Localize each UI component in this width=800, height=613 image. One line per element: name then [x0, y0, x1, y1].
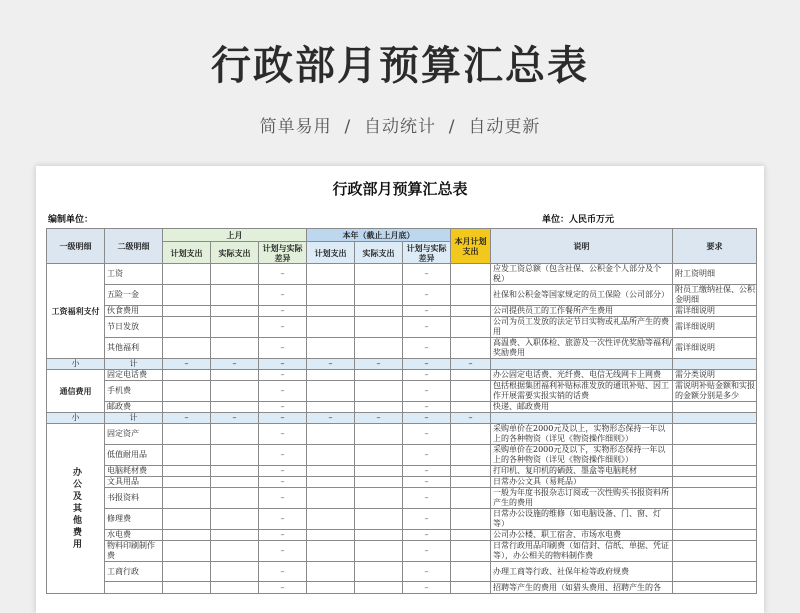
- category-cell: 通信费用: [47, 370, 105, 413]
- value-cell: [163, 264, 211, 285]
- value-cell: [307, 541, 355, 562]
- value-cell: [451, 477, 491, 488]
- description-cell: 应发工资总额（包含社保、公积金个人部分及个税）: [491, 264, 673, 285]
- value-cell: [451, 424, 491, 445]
- value-cell: –: [403, 466, 451, 477]
- value-cell: [307, 306, 355, 317]
- description-cell: 日常办公设施的维修（如电脑设备、门、窗、灯等）: [491, 509, 673, 530]
- item-cell: 邮政费: [105, 402, 163, 413]
- value-cell: –: [259, 402, 307, 413]
- item-cell: 固定资产: [105, 424, 163, 445]
- table-row: [47, 381, 757, 402]
- value-cell: [163, 402, 211, 413]
- value-cell: [355, 317, 403, 338]
- value-cell: [355, 285, 403, 306]
- description-cell: 快递、邮政费用: [491, 402, 673, 413]
- value-cell: [355, 541, 403, 562]
- header-actual: 实际支出: [211, 242, 259, 264]
- value-cell: [451, 381, 491, 402]
- description-cell: 日常办公文具（易耗品）: [491, 477, 673, 488]
- table-row: [47, 582, 757, 594]
- subtotal-row: [47, 413, 757, 424]
- value-cell: [211, 477, 259, 488]
- value-cell: –: [259, 285, 307, 306]
- requirement-cell: [673, 402, 757, 413]
- requirement-cell: [673, 424, 757, 445]
- subtotal-label: 计: [105, 359, 163, 370]
- value-cell: [163, 306, 211, 317]
- subtotal-requirement: [673, 359, 757, 370]
- value-cell: [307, 562, 355, 582]
- table-row: [47, 445, 757, 466]
- value-cell: –: [259, 541, 307, 562]
- value-cell: [355, 338, 403, 359]
- item-cell: 节日发放: [105, 317, 163, 338]
- subtotal-value: –: [451, 359, 491, 370]
- value-cell: [307, 445, 355, 466]
- value-cell: [211, 530, 259, 541]
- value-cell: [307, 466, 355, 477]
- value-cell: –: [403, 285, 451, 306]
- subtotal-value: –: [163, 413, 211, 424]
- requirement-cell: 附员工缴纳社保、公积金明细: [673, 285, 757, 306]
- header-actual: 实际支出: [355, 242, 403, 264]
- value-cell: –: [403, 370, 451, 381]
- value-cell: –: [403, 424, 451, 445]
- subtotal-value: –: [307, 359, 355, 370]
- value-cell: [163, 445, 211, 466]
- value-cell: [163, 370, 211, 381]
- description-cell: 公司提供员工的工作餐所产生费用: [491, 306, 673, 317]
- value-cell: –: [403, 541, 451, 562]
- table-row: [47, 264, 757, 285]
- requirement-cell: 附工资明细: [673, 264, 757, 285]
- header-month-plan: 本月计划支出: [451, 229, 491, 264]
- value-cell: [355, 477, 403, 488]
- description-cell: 一般为年度书报杂志订阅或一次性购买书报资料所产生的费用: [491, 488, 673, 509]
- value-cell: [163, 530, 211, 541]
- header-this-year: 本年（截止上月底）: [307, 229, 451, 242]
- value-cell: [451, 466, 491, 477]
- subtotal-value: –: [355, 359, 403, 370]
- value-cell: –: [259, 477, 307, 488]
- spreadsheet-preview: [36, 166, 764, 613]
- value-cell: [307, 264, 355, 285]
- currency-label: 单位：人民币万元: [542, 215, 615, 225]
- table-row: [47, 402, 757, 413]
- value-cell: [451, 445, 491, 466]
- value-cell: –: [259, 582, 307, 594]
- header-description: 说明: [491, 229, 673, 264]
- value-cell: –: [259, 530, 307, 541]
- hero-subtitle: 简单易用 / 自动统计 / 自动更新: [259, 117, 541, 137]
- value-cell: –: [403, 509, 451, 530]
- requirement-cell: [673, 466, 757, 477]
- value-cell: [451, 370, 491, 381]
- requirement-cell: [673, 445, 757, 466]
- value-cell: [451, 402, 491, 413]
- value-cell: [211, 488, 259, 509]
- subtotal-value: –: [259, 359, 307, 370]
- value-cell: [355, 488, 403, 509]
- value-cell: [211, 402, 259, 413]
- value-cell: [355, 582, 403, 594]
- value-cell: –: [403, 264, 451, 285]
- subtotal-value: –: [211, 359, 259, 370]
- value-cell: [355, 562, 403, 582]
- value-cell: –: [403, 338, 451, 359]
- header-diff: 计划与实际差异: [259, 242, 307, 264]
- subtotal-row: [47, 359, 757, 370]
- description-cell: 公司为员工发放的法定节日实物或礼品所产生的费用: [491, 317, 673, 338]
- item-cell: 修理费: [105, 509, 163, 530]
- subtotal-value: –: [163, 359, 211, 370]
- value-cell: –: [403, 477, 451, 488]
- table-row: [47, 370, 757, 381]
- value-cell: [355, 264, 403, 285]
- value-cell: [211, 541, 259, 562]
- subtotal-value: –: [403, 413, 451, 424]
- requirement-cell: 需详细说明: [673, 338, 757, 359]
- header-plan: 计划支出: [163, 242, 211, 264]
- description-cell: 招聘等产生的费用（如猎头费用、招聘产生的各: [491, 582, 673, 594]
- value-cell: [163, 381, 211, 402]
- table-row: [47, 466, 757, 477]
- value-cell: [211, 562, 259, 582]
- item-cell: 电脑耗材费: [105, 466, 163, 477]
- value-cell: –: [259, 264, 307, 285]
- table-row: [47, 477, 757, 488]
- value-cell: [163, 541, 211, 562]
- value-cell: [307, 317, 355, 338]
- subtotal-description: [491, 413, 673, 424]
- value-cell: –: [259, 466, 307, 477]
- value-cell: [211, 306, 259, 317]
- hero-title: 行政部月预算汇总表: [211, 43, 589, 89]
- value-cell: [307, 424, 355, 445]
- description-cell: 办公固定电话费、光纤费、电信无线网卡上网费: [491, 370, 673, 381]
- header-level1: 一级明细: [47, 229, 105, 264]
- table-row: [47, 509, 757, 530]
- value-cell: [163, 424, 211, 445]
- value-cell: [307, 509, 355, 530]
- subtotal-label: 小: [47, 413, 105, 424]
- value-cell: –: [403, 562, 451, 582]
- description-cell: 包括根据集团福利补贴标准发放的通讯补贴、因工作开展需要实报实销的话费: [491, 381, 673, 402]
- category-cell: 工资福利支付: [47, 264, 105, 359]
- table-row: [47, 424, 757, 445]
- requirement-cell: 需详细说明: [673, 317, 757, 338]
- requirement-cell: 需说明补贴金额和实报的金额分别是多少: [673, 381, 757, 402]
- value-cell: [307, 402, 355, 413]
- value-cell: [451, 285, 491, 306]
- table-row: [47, 306, 757, 317]
- value-cell: [355, 445, 403, 466]
- value-cell: [451, 306, 491, 317]
- value-cell: [451, 317, 491, 338]
- item-cell: 手机费: [105, 381, 163, 402]
- value-cell: [307, 477, 355, 488]
- value-cell: [307, 582, 355, 594]
- subtotal-label: 计: [105, 413, 163, 424]
- value-cell: –: [403, 306, 451, 317]
- value-cell: [355, 381, 403, 402]
- value-cell: [211, 381, 259, 402]
- value-cell: [355, 509, 403, 530]
- description-cell: 公司办公楼、职工宿舍、市场水电费: [491, 530, 673, 541]
- budget-table: [46, 228, 757, 594]
- value-cell: [355, 424, 403, 445]
- document-title: 行政部月预算汇总表: [332, 180, 468, 198]
- description-cell: 日常行政用品印刷费（如信封、信纸、单据、凭证等），办公相关的物料制作费: [491, 541, 673, 562]
- subtotal-description: [491, 359, 673, 370]
- subtotal-requirement: [673, 413, 757, 424]
- value-cell: [163, 338, 211, 359]
- value-cell: [211, 264, 259, 285]
- value-cell: [211, 424, 259, 445]
- value-cell: [451, 562, 491, 582]
- value-cell: [307, 381, 355, 402]
- value-cell: [355, 370, 403, 381]
- subtotal-value: –: [451, 413, 491, 424]
- requirement-cell: [673, 530, 757, 541]
- value-cell: [355, 306, 403, 317]
- value-cell: –: [403, 530, 451, 541]
- value-cell: [163, 317, 211, 338]
- header-level2: 二级明细: [105, 229, 163, 264]
- value-cell: [211, 370, 259, 381]
- value-cell: [451, 338, 491, 359]
- item-cell: 伙食费用: [105, 306, 163, 317]
- description-cell: 打印机、复印机的硒鼓、墨盒等电脑耗材: [491, 466, 673, 477]
- table-row: [47, 317, 757, 338]
- value-cell: –: [403, 402, 451, 413]
- value-cell: –: [259, 306, 307, 317]
- value-cell: [211, 338, 259, 359]
- value-cell: [163, 285, 211, 306]
- category-cell: 办公及其他费用: [47, 424, 105, 594]
- value-cell: –: [403, 445, 451, 466]
- table-row: [47, 285, 757, 306]
- value-cell: [211, 466, 259, 477]
- subtotal-value: –: [259, 413, 307, 424]
- item-cell: 固定电话费: [105, 370, 163, 381]
- description-cell: 高温费、入职体检、旅游及一次性评优奖励等福利/奖励费用: [491, 338, 673, 359]
- subtotal-value: –: [307, 413, 355, 424]
- value-cell: –: [259, 317, 307, 338]
- requirement-cell: [673, 541, 757, 562]
- item-cell: 低值耐用品: [105, 445, 163, 466]
- item-cell: 工商行政: [105, 562, 163, 582]
- item-cell: 水电费: [105, 530, 163, 541]
- value-cell: [211, 317, 259, 338]
- value-cell: [163, 488, 211, 509]
- unit-label: 编制单位：: [48, 215, 94, 225]
- requirement-cell: [673, 509, 757, 530]
- item-cell: [105, 582, 163, 594]
- value-cell: [355, 530, 403, 541]
- value-cell: –: [403, 488, 451, 509]
- value-cell: [163, 477, 211, 488]
- item-cell: 工资: [105, 264, 163, 285]
- value-cell: –: [403, 317, 451, 338]
- value-cell: [211, 445, 259, 466]
- description-cell: 采购单价在2000元及以上，实物形态保持一年以上的各种物资（详见《物资操作细则》）: [491, 424, 673, 445]
- table-row: [47, 541, 757, 562]
- subtotal-value: –: [211, 413, 259, 424]
- table-row: [47, 338, 757, 359]
- value-cell: [307, 530, 355, 541]
- value-cell: –: [403, 381, 451, 402]
- value-cell: –: [259, 509, 307, 530]
- value-cell: –: [259, 445, 307, 466]
- value-cell: [355, 402, 403, 413]
- value-cell: [163, 562, 211, 582]
- requirement-cell: [673, 477, 757, 488]
- requirement-cell: [673, 562, 757, 582]
- requirement-cell: 需分类说明: [673, 370, 757, 381]
- value-cell: [211, 582, 259, 594]
- value-cell: –: [259, 370, 307, 381]
- value-cell: [163, 582, 211, 594]
- value-cell: [211, 509, 259, 530]
- value-cell: [307, 370, 355, 381]
- value-cell: –: [259, 381, 307, 402]
- value-cell: –: [259, 562, 307, 582]
- subtotal-value: –: [355, 413, 403, 424]
- header-diff: 计划与实际差异: [403, 242, 451, 264]
- item-cell: 五险一金: [105, 285, 163, 306]
- table-row: [47, 488, 757, 509]
- value-cell: [163, 509, 211, 530]
- description-cell: 办理工商等行政、社保年检等政府规费: [491, 562, 673, 582]
- header-plan: 计划支出: [307, 242, 355, 264]
- value-cell: [307, 338, 355, 359]
- value-cell: [355, 466, 403, 477]
- header-requirement: 要求: [673, 229, 757, 264]
- item-cell: 其他福利: [105, 338, 163, 359]
- value-cell: –: [403, 582, 451, 594]
- value-cell: –: [259, 424, 307, 445]
- value-cell: [451, 530, 491, 541]
- value-cell: [211, 285, 259, 306]
- header-last-month: 上月: [163, 229, 307, 242]
- value-cell: [451, 509, 491, 530]
- item-cell: 物料印刷制作费: [105, 541, 163, 562]
- value-cell: [451, 582, 491, 594]
- value-cell: –: [259, 338, 307, 359]
- item-cell: 文具用品: [105, 477, 163, 488]
- value-cell: [451, 264, 491, 285]
- subtotal-label: 小: [47, 359, 105, 370]
- item-cell: 书报资料: [105, 488, 163, 509]
- value-cell: [307, 285, 355, 306]
- subtotal-value: –: [403, 359, 451, 370]
- table-row: [47, 530, 757, 541]
- value-cell: [307, 488, 355, 509]
- value-cell: [451, 541, 491, 562]
- value-cell: –: [259, 488, 307, 509]
- value-cell: [451, 488, 491, 509]
- requirement-cell: [673, 488, 757, 509]
- requirement-cell: [673, 582, 757, 594]
- value-cell: [163, 466, 211, 477]
- description-cell: 社保和公积金等国家规定的员工保险（公司部分）: [491, 285, 673, 306]
- requirement-cell: 需详细说明: [673, 306, 757, 317]
- table-row: [47, 562, 757, 582]
- description-cell: 采购单价在2000元及以下，实物形态保持一年以上的各种物资（详见《物资操作细则》）: [491, 445, 673, 466]
